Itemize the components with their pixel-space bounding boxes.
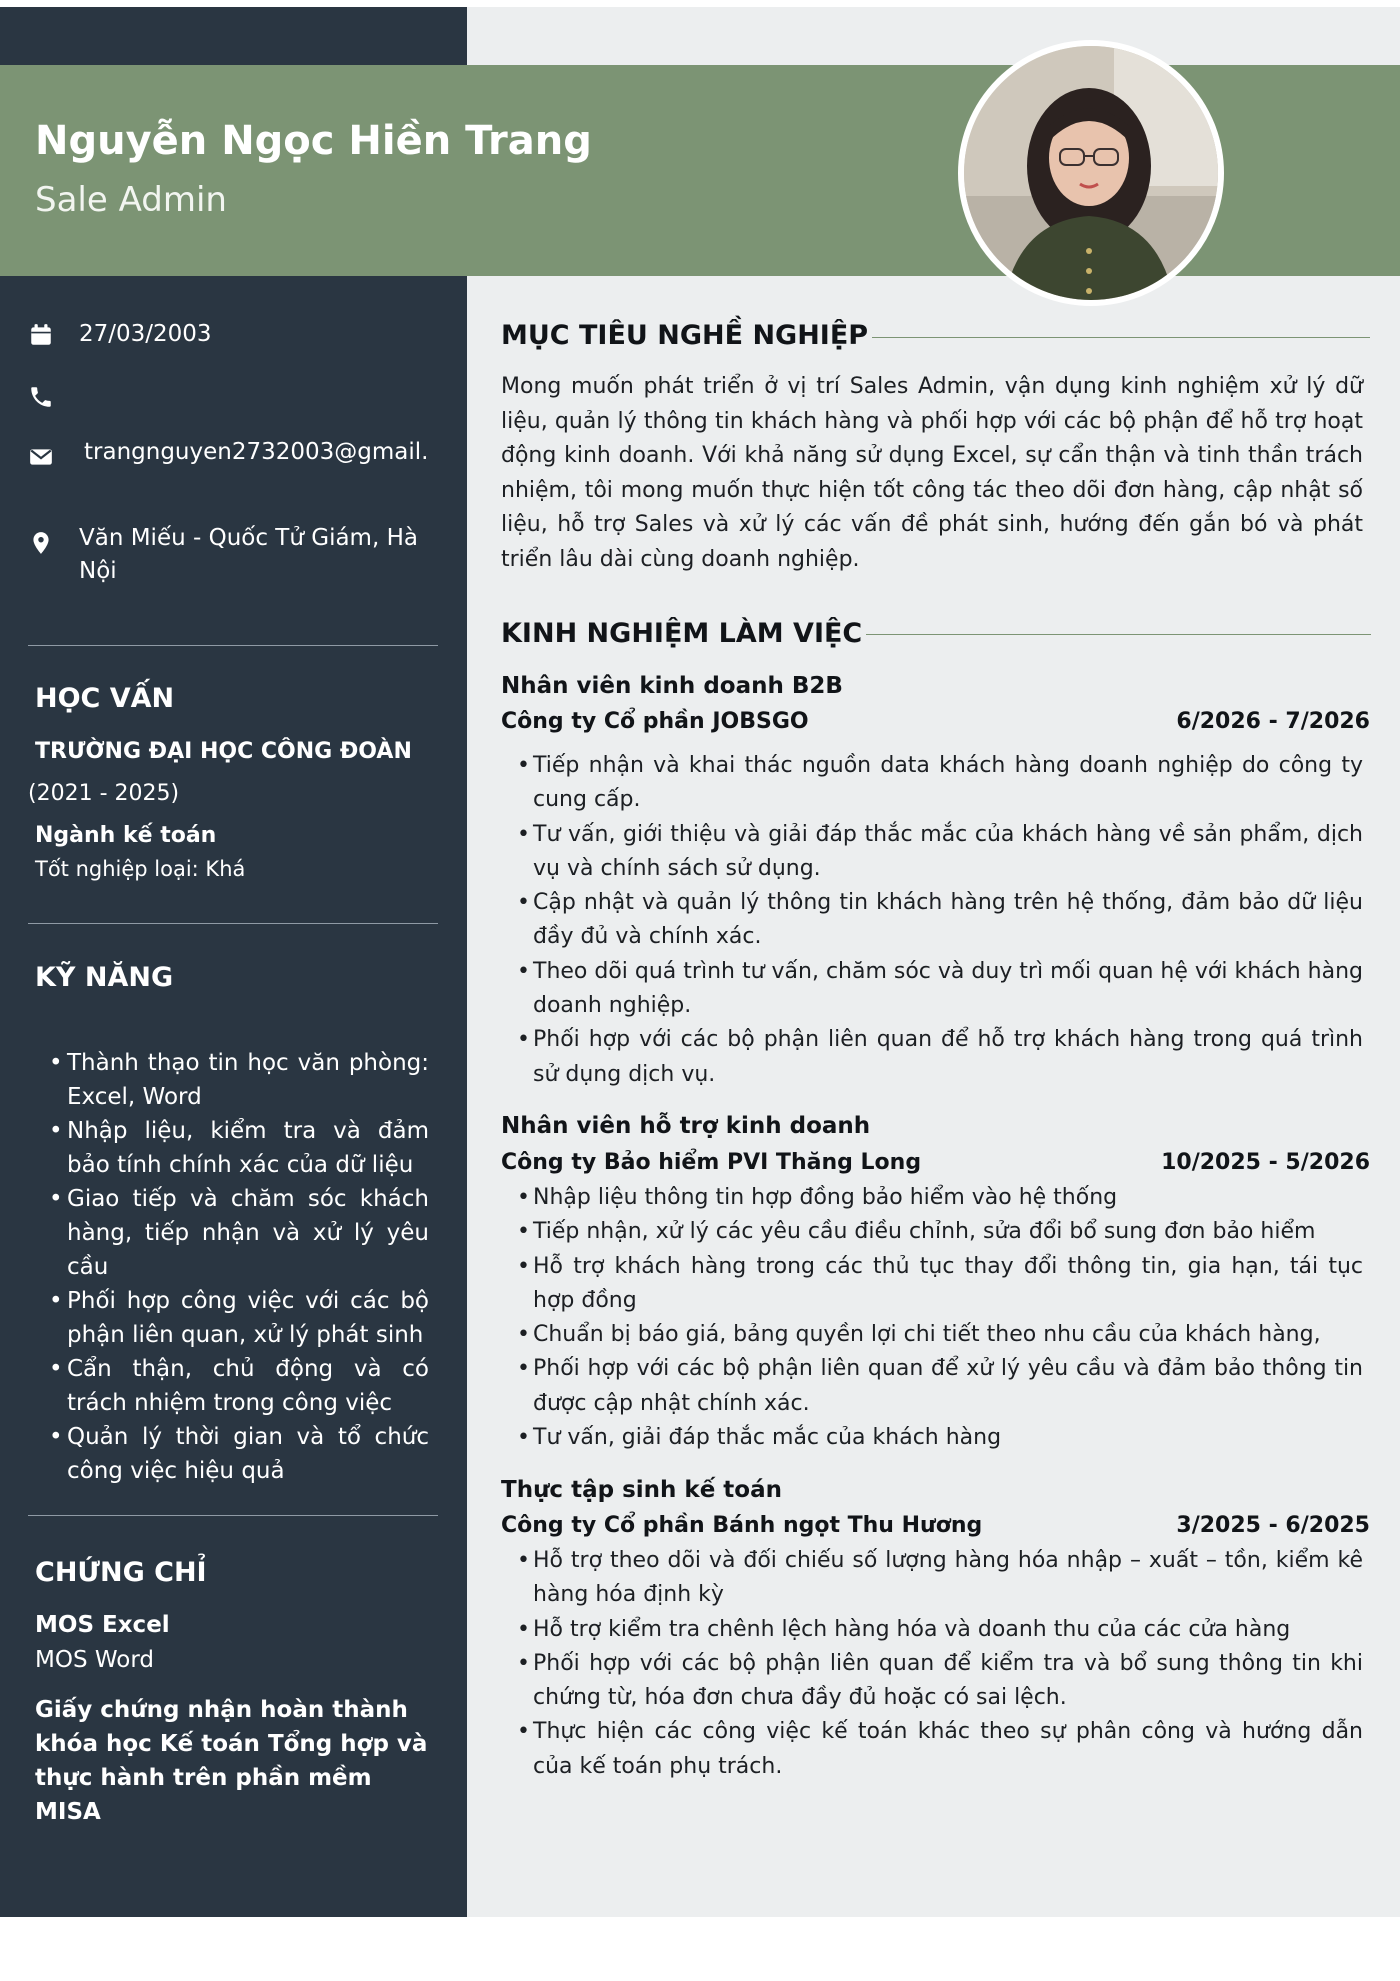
avatar [958, 40, 1224, 306]
objective-text: Mong muốn phát triển ở vị trí Sales Admin, vận dụng kinh nghiệm xử lý dữ liệu, quản lý thông tin khách hàng và phối hợp với các bộ phận để hỗ trợ hoạt động kinh doanh. Với khả năng sử dụng Excel, sự cẩn thận và tinh thần trách nhiệm, tôi mong muốn thực hiện tốt công tác theo dõi đơn hàng, cập nhật số liệu, hỗ trợ Sales và xử lý các vấn đề phát sinh, hướng đến gắn bó và phát triển lâu dài cùng doanh nghiệp. [501, 374, 1363, 572]
job-bullet: • Phối hợp với các bộ phận liên quan để kiểm tra và bổ sung thông tin khi chứng từ, hóa đơn chưa đầy đủ hoặc có sai lệch. [517, 1647, 1363, 1716]
certificate-item: MOS Excel [35, 1612, 170, 1638]
experience-heading: KINH NGHIỆM LÀM VIỆC [501, 618, 863, 649]
job-bullet: • Chuẩn bị báo giá, bảng quyền lợi chi tiết theo nhu cầu của khách hàng, [517, 1318, 1363, 1352]
sidebar-divider [28, 923, 438, 924]
skill-item: • Nhập liệu, kiểm tra và đảm bảo tính chính xác của dữ liệu [49, 1114, 429, 1182]
job-title: Nhân viên hỗ trợ kinh doanh [501, 1113, 871, 1139]
job-bullet: • Cập nhật và quản lý thông tin khách hàng trên hệ thống, đảm bảo dữ liệu đầy đủ và chính xác. [517, 886, 1363, 955]
heading-rule [872, 337, 1370, 338]
phone-icon [28, 384, 54, 410]
job-company: Công ty Bảo hiểm PVI Thăng Long [501, 1150, 922, 1175]
location-icon [28, 530, 54, 556]
job-bullet: • Hỗ trợ theo dõi và đối chiếu số lượng hàng hóa nhập – xuất – tồn, kiểm kê hàng hóa định kỳ [517, 1544, 1363, 1613]
certificates-heading: CHỨNG CHỈ [35, 1557, 207, 1588]
job-company: Công ty Cổ phần Bánh ngọt Thu Hương [501, 1513, 983, 1538]
skill-item: • Cẩn thận, chủ động và có trách nhiệm trong công việc [49, 1352, 429, 1420]
job-bullet: • Tư vấn, giải đáp thắc mắc của khách hàng [517, 1421, 1363, 1455]
birthday-text: 27/03/2003 [79, 321, 212, 347]
education-school: TRƯỜNG ĐẠI HỌC CÔNG ĐOÀN [35, 739, 412, 764]
candidate-name: Nguyễn Ngọc Hiền Trang [35, 118, 592, 164]
job-period: 6/2026 - 7/2026 [1176, 709, 1370, 734]
job-bullet: • Hỗ trợ kiểm tra chênh lệch hàng hóa và doanh thu của các cửa hàng [517, 1613, 1363, 1647]
skill-item: • Phối hợp công việc với các bộ phận liên quan, xử lý phát sinh [49, 1284, 429, 1352]
heading-rule [866, 634, 1371, 635]
skill-item: • Thành thạo tin học văn phòng: Excel, Word [49, 1046, 429, 1114]
education-major: Ngành kế toán [35, 823, 217, 848]
job-period: 3/2025 - 6/2025 [1176, 1513, 1370, 1538]
job-company: Công ty Cổ phần JOBSGO [501, 709, 809, 734]
objective-heading: MỤC TIÊU NGHỀ NGHIỆP [501, 320, 869, 351]
job-period: 10/2025 - 5/2026 [1161, 1150, 1370, 1175]
certificate-item: MOS Word [35, 1647, 154, 1673]
job-bullets [517, 749, 1363, 1092]
avatar-photo [964, 46, 1218, 300]
education-period: (2021 - 2025) [28, 781, 180, 806]
education-heading: HỌC VẤN [35, 683, 175, 714]
job-bullet: • Tiếp nhận và khai thác nguồn data khách hàng doanh nghiệp do công ty cung cấp. [517, 749, 1363, 818]
job-bullet: • Tư vấn, giới thiệu và giải đáp thắc mắc của khách hàng về sản phẩm, dịch vụ và chính sách sử dụng. [517, 818, 1363, 887]
job-bullet: • Theo dõi quá trình tư vấn, chăm sóc và duy trì mối quan hệ với khách hàng doanh nghiệp. [517, 955, 1363, 1024]
job-bullet: • Thực hiện các công việc kế toán khác theo sự phân công và hướng dẫn của kế toán phụ trách. [517, 1715, 1363, 1784]
skills-list [49, 1046, 429, 1488]
sidebar-divider [28, 1515, 438, 1516]
job-bullet: • Hỗ trợ khách hàng trong các thủ tục thay đổi thông tin, gia hạn, tái tục hợp đồng [517, 1250, 1363, 1319]
email-icon [28, 444, 54, 470]
job-title: Thực tập sinh kế toán [501, 1477, 782, 1503]
job-bullet: • Tiếp nhận, xử lý các yêu cầu điều chỉnh, sửa đổi bổ sung đơn bảo hiểm [517, 1215, 1363, 1249]
job-bullet: • Nhập liệu thông tin hợp đồng bảo hiểm vào hệ thống [517, 1181, 1363, 1215]
job-bullets [517, 1181, 1363, 1455]
calendar-icon [28, 322, 54, 348]
address-text: Văn Miếu - Quốc Tử Giám, Hà Nội [79, 525, 418, 584]
job-bullet: • Phối hợp với các bộ phận liên quan để hỗ trợ khách hàng trong quá trình sử dụng dịch vụ. [517, 1023, 1363, 1092]
email-text[interactable]: trangnguyen2732003@gmail. [84, 439, 429, 465]
job-title: Nhân viên kinh doanh B2B [501, 673, 843, 699]
skills-heading: KỸ NĂNG [35, 962, 174, 993]
skill-item: • Quản lý thời gian và tổ chức công việc hiệu quả [49, 1420, 429, 1488]
job-bullets [517, 1544, 1363, 1784]
job-bullet: • Phối hợp với các bộ phận liên quan để xử lý yêu cầu và đảm bảo thông tin được cập nhật chính xác. [517, 1352, 1363, 1421]
candidate-title: Sale Admin [35, 180, 227, 220]
education-grade: Tốt nghiệp loại: Khá [35, 857, 246, 881]
sidebar-divider [28, 645, 438, 646]
certificate-item: Giấy chứng nhận hoàn thành khóa học Kế toán Tổng hợp và thực hành trên phần mềm MISA [35, 1697, 428, 1825]
skill-item: • Giao tiếp và chăm sóc khách hàng, tiếp nhận và xử lý yêu cầu [49, 1182, 429, 1284]
